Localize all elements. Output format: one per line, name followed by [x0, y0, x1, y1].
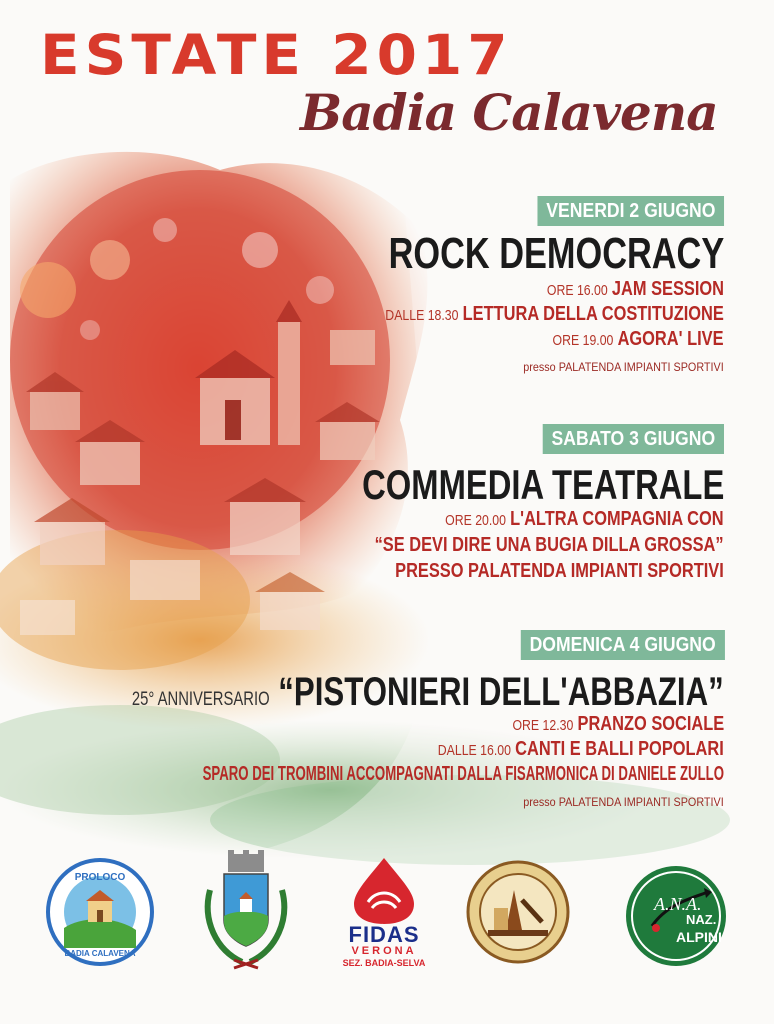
event-3-line-2 — [438, 739, 724, 759]
event-3-title-row — [132, 672, 724, 712]
event-3-activity-1: PRANZO SOCIALE — [577, 713, 724, 735]
alpini-logo — [622, 864, 730, 968]
event-3-title: “PISTONIERI DELL'ABBAZIA” — [278, 670, 724, 714]
coat-of-arms-icon — [198, 850, 294, 980]
event-3-activity-2: CANTI E BALLI POPOLARI — [515, 738, 724, 760]
proloco-logo — [46, 858, 154, 966]
event-1-activity-3: AGORA' LIVE — [618, 328, 724, 350]
event-2-activity-3: PRESSO PALATENDA IMPIANTI SPORTIVI — [395, 560, 724, 582]
proloco-logo-top-text: PROLOCO — [74, 872, 126, 883]
alpini-logo-alpini-text: ALPINI — [676, 929, 722, 945]
fidas-section: SEZ. BADIA-SELVA — [342, 958, 426, 968]
event-1-time-1: ORE 16.00 — [546, 282, 608, 299]
event-1-date-badge: VENERDI 2 GIUGNO — [537, 196, 724, 226]
event-1-time-3: ORE 19.00 — [553, 332, 614, 349]
alpini-logo-ana-text: A.N.A. — [654, 894, 702, 914]
event-3-location: presso PALATENDA IMPIANTI SPORTIVI — [523, 795, 724, 809]
proloco-logo-bottom-text: BADIA CALAVENA — [64, 949, 136, 958]
event-1-activity-2: LETTURA DELLA COSTITUZIONE — [462, 303, 724, 325]
event-2-title: COMMEDIA TEATRALE — [361, 461, 724, 508]
event-2-activity-2: “SE DEVI DIRE UNA BUGIA DILLA GROSSA” — [375, 534, 724, 556]
event-1-line-2 — [385, 304, 724, 324]
blood-drop-icon — [338, 856, 430, 924]
pistonieri-logo — [466, 860, 570, 964]
event-2-activity-1: L'ALTRA COMPAGNIA CON — [510, 508, 724, 530]
alpini-logo-naz-text: NAZ. — [686, 912, 717, 927]
event-2-line-3 — [395, 561, 724, 581]
event-3-anniversary: 25° ANNIVERSARIO — [132, 689, 270, 710]
event-3-line-1 — [512, 714, 724, 734]
town-name-script: Badia Calavena — [300, 83, 718, 142]
event-2-date-badge: SABATO 3 GIUGNO — [543, 424, 724, 454]
event-1-activity-1: JAM SESSION — [611, 278, 724, 300]
event-1-line-1 — [547, 279, 724, 299]
fidas-logo — [338, 856, 430, 966]
event-2-line-2 — [375, 535, 724, 555]
fidas-city: VERONA — [351, 945, 417, 957]
main-title: ESTATE 2017 — [40, 22, 513, 88]
event-3-line-3 — [203, 764, 724, 784]
event-3-time-2: DALLE 16.00 — [437, 742, 512, 759]
fidas-name: FIDAS — [348, 922, 420, 947]
event-3-time-1: ORE 12.30 — [512, 717, 574, 734]
event-3-activity-3: SPARO DEI TROMBINI ACCOMPAGNATI DALLA FISARMONICA DI DANIELE ZULLO — [202, 763, 724, 785]
event-2-time-1: ORE 20.00 — [445, 512, 507, 529]
event-3-date-badge: DOMENICA 4 GIUGNO — [520, 630, 724, 660]
event-1-line-3 — [553, 329, 724, 349]
event-1-time-2: DALLE 18.30 — [385, 307, 459, 324]
event-1-location: presso PALATENDA IMPIANTI SPORTIVI — [523, 360, 724, 374]
event-1-title: ROCK DEMOCRACY — [388, 229, 724, 278]
event-2-line-1 — [446, 509, 724, 529]
